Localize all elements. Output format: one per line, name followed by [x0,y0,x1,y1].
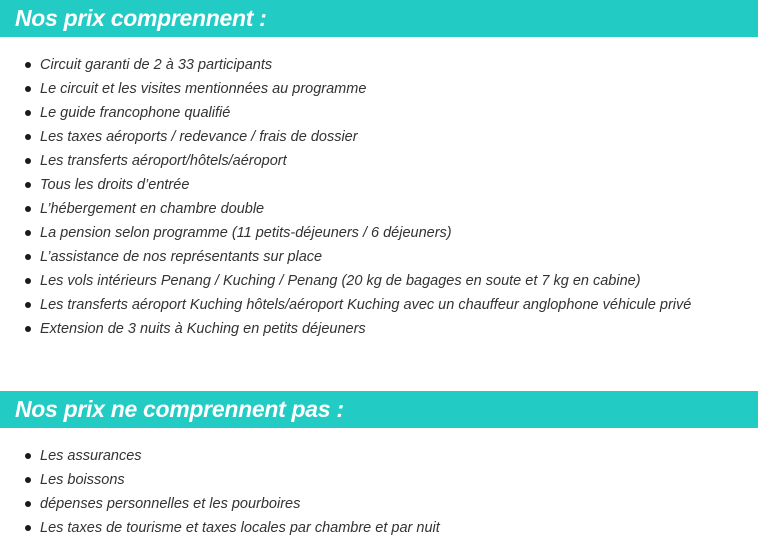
list-item-text: Les vols intérieurs Penang / Kuching / Penang (20 kg de bagages en soute et 7 kg en cabine) [40,273,641,289]
bullet-icon [25,110,31,116]
bullet-icon [25,182,31,188]
list-item [0,149,691,173]
list-item [0,197,691,221]
bullet-icon [25,230,31,236]
list-item-text: Tous les droits d’entrée [40,177,190,193]
bullet-icon [25,278,31,284]
list-item [0,125,691,149]
list-item [0,468,440,492]
bullet-icon [25,501,31,507]
list-item-text: Les taxes aéroports / redevance / frais de dossier [40,129,358,145]
list-item [0,293,691,317]
bullet-icon [25,254,31,260]
list-item [0,444,440,468]
list-item-text: Les assurances [40,448,142,464]
list-item-text: L’hébergement en chambre double [40,201,265,217]
bullet-icon [25,134,31,140]
bullet-icon [25,326,31,332]
bullet-icon [25,158,31,164]
list-item-text: Extension de 3 nuits à Kuching en petits déjeuners [40,321,366,337]
bullet-icon [25,86,31,92]
list-item [0,221,691,245]
excluded-items-list [0,444,440,540]
bullet-icon [25,477,31,483]
list-item-text: Les taxes de tourisme et taxes locales par chambre et par nuit [40,520,440,536]
list-item-text: Les transferts aéroport/hôtels/aéroport [40,153,287,169]
list-item [0,269,691,293]
bullet-icon [25,206,31,212]
list-item-text: Le circuit et les visites mentionnées au programme [40,81,367,97]
list-item-text: L’assistance de nos représentants sur place [40,249,323,265]
list-item [0,101,691,125]
bullet-icon [25,302,31,308]
bullet-icon [25,525,31,531]
list-item-text: Le guide francophone qualifié [40,105,231,121]
excluded-section-title: Nos prix ne comprennent pas : [15,396,344,422]
list-item-text: Les boissons [40,472,125,488]
list-item [0,245,691,269]
list-item [0,492,440,516]
included-section-title: Nos prix comprennent : [15,5,267,31]
bullet-icon [25,62,31,68]
list-item-text: Circuit garanti de 2 à 33 participants [40,57,273,73]
excluded-section-header [0,391,758,428]
list-item-text: La pension selon programme (11 petits-déjeuners / 6 déjeuners) [40,225,452,241]
list-item [0,317,691,341]
list-item-text: Les transferts aéroport Kuching hôtels/aéroport Kuching avec un chauffeur anglophone véhicule privé [40,297,692,313]
included-section-header [0,0,758,37]
list-item [0,173,691,197]
bullet-icon [25,453,31,459]
included-items-list [0,53,691,341]
list-item-text: dépenses personnelles et les pourboires [40,496,301,512]
list-item [0,53,691,77]
list-item [0,516,440,540]
list-item [0,77,691,101]
